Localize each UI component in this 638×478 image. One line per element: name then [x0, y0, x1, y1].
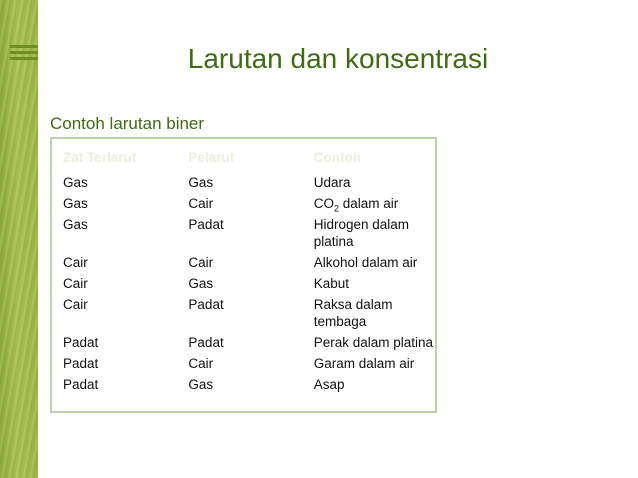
cell-solvent: Gas	[188, 377, 214, 392]
decorative-bar	[10, 57, 38, 60]
binary-solution-table	[52, 149, 435, 397]
cell-solvent: Cair	[188, 255, 214, 270]
header-example: Contoh	[313, 150, 361, 165]
cell-example-co2: $CO_2$ dalam air	[313, 196, 399, 214]
cell-example: Garam dalam air	[313, 356, 415, 371]
table-header-row	[52, 149, 435, 174]
cell-solvent: Padat	[188, 217, 224, 232]
cell-solute: Gas	[63, 217, 88, 232]
decorative-side-strip	[0, 0, 38, 478]
cell-solute: Cair	[63, 297, 88, 312]
decorative-bar	[10, 45, 38, 48]
table-row	[52, 174, 435, 195]
cell-solvent: Padat	[188, 335, 224, 350]
cell-example: Raksa dalam tembaga	[313, 297, 393, 329]
table-row	[52, 216, 435, 254]
cell-example: Hidrogen dalam platina	[313, 217, 410, 249]
table-row	[52, 195, 435, 216]
decorative-bar	[10, 51, 38, 54]
cell-example: Udara	[313, 175, 351, 190]
table-row	[52, 296, 435, 334]
slide-title: Larutan dan konsentrasi	[187, 43, 489, 74]
cell-solute: Gas	[63, 175, 88, 190]
cell-example: Asap	[313, 377, 345, 392]
decorative-bars	[10, 45, 38, 63]
table-row	[52, 275, 435, 296]
cell-example: Perak dalam platina	[313, 335, 434, 350]
cell-solute: Padat	[63, 335, 99, 350]
table-row	[52, 355, 435, 376]
table-row	[52, 376, 435, 397]
solution-table-frame	[50, 137, 437, 413]
cell-example: Alkohol dalam air	[313, 255, 418, 270]
table-row	[52, 254, 435, 275]
cell-solvent: Cair	[188, 356, 214, 371]
cell-solvent: Gas	[188, 175, 214, 190]
slide-subtitle: Contoh larutan biner	[50, 114, 205, 133]
header-solvent: Pelarut	[188, 150, 235, 165]
table-row	[52, 334, 435, 355]
cell-solvent: Cair	[188, 196, 214, 211]
cell-solute: Padat	[63, 377, 99, 392]
cell-solvent: Gas	[188, 276, 214, 291]
cell-solute: Cair	[63, 276, 88, 291]
header-solute: Zat Terlarut	[63, 150, 137, 165]
cell-example: Kabut	[313, 276, 349, 291]
cell-solvent: Padat	[188, 297, 224, 312]
cell-solute: Padat	[63, 356, 99, 371]
cell-solute: Gas	[63, 196, 88, 211]
cell-solute: Cair	[63, 255, 88, 270]
